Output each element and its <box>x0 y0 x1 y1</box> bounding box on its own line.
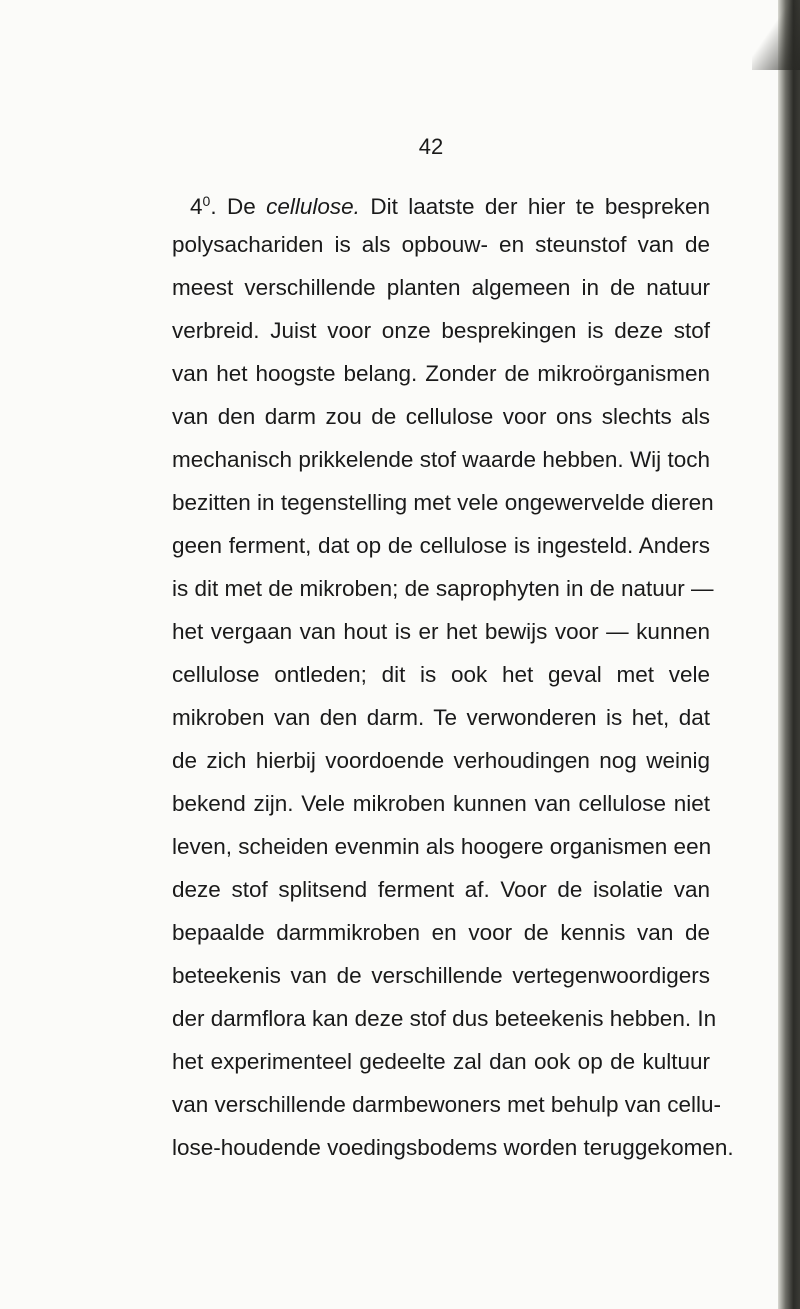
page-binding-edge <box>778 0 800 1309</box>
text-line: de zich hierbij voordoende verhoudingen nog weinig <box>172 748 710 773</box>
text-fragment: . De <box>210 194 267 219</box>
text-line: van het hoogste belang. Zonder de mikroörganismen <box>172 361 710 386</box>
text-line: polysachariden is als opbouw- en steunstof van de <box>172 232 710 257</box>
text-line: lose-houdende voedingsbodems worden teruggekomen. <box>172 1135 734 1160</box>
section-heading-italic: cellulose. <box>266 194 360 219</box>
text-line: cellulose ontleden; dit is ook het geval met vele <box>172 662 710 687</box>
text-line: beteekenis van de verschillende vertegenwoordigers <box>172 963 710 988</box>
text-line: leven, scheiden evenmin als hoogere organismen een <box>172 834 712 859</box>
section-numeral: 4 <box>190 194 203 219</box>
degree-superscript: 0 <box>202 193 211 209</box>
text-line: is dit met de mikroben; de saprophyten in de natuur — <box>172 576 714 601</box>
text-line: verbreid. Juist voor onze besprekingen is deze stof <box>172 318 710 343</box>
page-number: 42 <box>418 134 444 159</box>
text-line: der darmflora kan deze stof dus beteekenis hebben. In <box>172 1006 717 1031</box>
text-line: van den darm zou de cellulose voor ons slechts als <box>172 404 710 429</box>
text-line: mikroben van den darm. Te verwonderen is het, dat <box>172 705 710 730</box>
text-line: bezitten in tegenstelling met vele ongewervelde dieren <box>172 490 714 515</box>
text-fragment: Dit laatste der hier te bespreken <box>359 194 710 219</box>
text-line: het vergaan van hout is er het bewijs voor — kunnen <box>172 619 710 644</box>
text-line: van verschillende darmbewoners met behulp van cellu- <box>172 1092 722 1117</box>
text-line: meest verschillende planten algemeen in de natuur <box>172 275 710 300</box>
text-line: geen ferment, dat op de cellulose is ingesteld. Anders <box>172 533 710 558</box>
text-line: bekend zijn. Vele mikroben kunnen van cellulose niet <box>172 791 710 816</box>
text-line: deze stof splitsend ferment af. Voor de isolatie van <box>172 877 710 902</box>
paragraph-cellulose <box>172 180 734 1169</box>
text-line: bepaalde darmmikroben en voor de kennis van de <box>172 920 710 945</box>
text-line <box>172 180 710 223</box>
text-line: mechanisch prikkelende stof waarde hebben. Wij toch <box>172 447 710 472</box>
text-line: het experimenteel gedeelte zal dan ook op de kultuur <box>172 1049 710 1074</box>
page-corner-shadow <box>752 0 800 70</box>
